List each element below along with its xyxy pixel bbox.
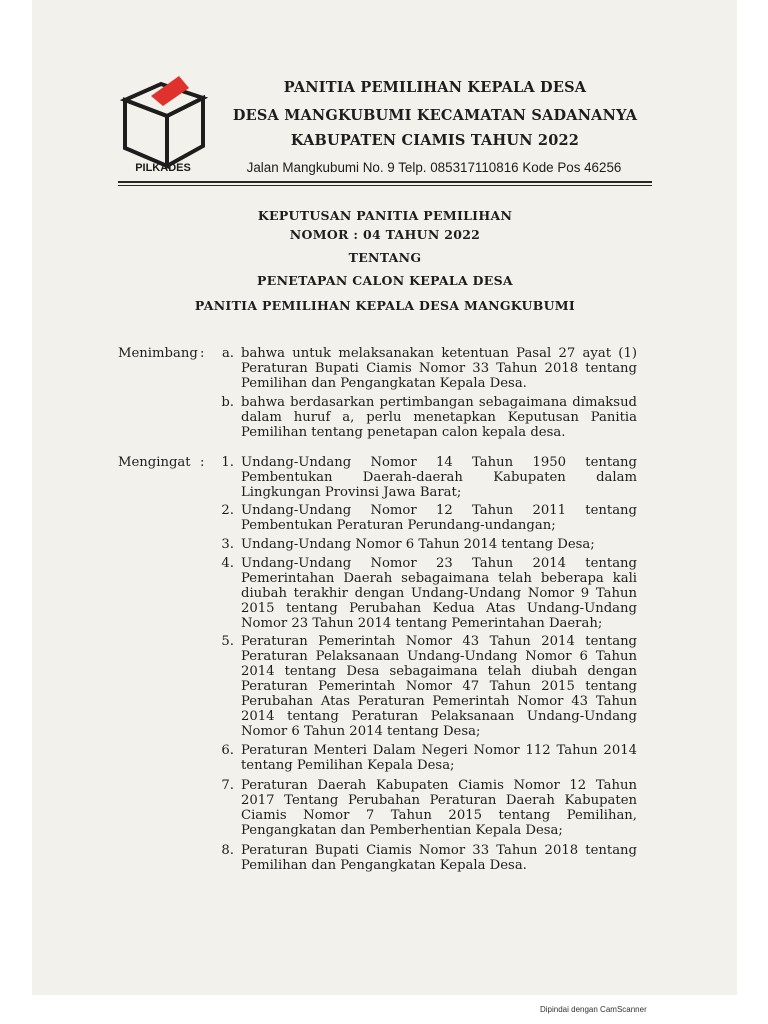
section-colon: : — [200, 346, 205, 361]
section-label-mengingat: Mengingat — [118, 455, 191, 470]
decree-subject-1: PENETAPAN CALON KEPALA DESA — [257, 273, 513, 288]
list-item: bahwa berdasarkan pertimbangan sebagaimana dimaksud dalam huruf a, perlu menetapkan Keputusan Panitia Pemilihan tentang penetapan calon kepala desa. — [241, 395, 637, 440]
list-item: Undang-Undang Nomor 23 Tahun 2014 tentang Pemerintahan Daerah sebagaimana telah beberapa kali diubah terakhir dengan Undang-Undang Nomor 9 Tahun 2015 tentang Perubahan Kedua Atas Undang-Undang Nomor 23 Tahun 2014 tentang Pemerintahan Daerah; — [241, 556, 637, 631]
list-item-mark: 6. — [221, 743, 234, 758]
list-item: Undang-Undang Nomor 12 Tahun 2011 tentang Pembentukan Peraturan Perundang-undangan; — [241, 503, 637, 533]
decree-about: TENTANG — [348, 250, 422, 265]
header-address: Jalan Mangkubumi No. 9 Telp. 085317110816 Kode Pos 46256 — [246, 160, 622, 175]
list-item-mark: 3. — [221, 537, 234, 552]
list-item-mark: 1. — [221, 455, 234, 470]
list-item: bahwa untuk melaksanakan ketentuan Pasal 27 ayat (1) Peraturan Bupati Ciamis Nomor 33 Tahun 2018 tentang Pemilihan dan Pengangkatan Kepala Desa. — [241, 346, 637, 391]
scanner-footer: Dipindai dengan CamScanner — [540, 1005, 647, 1014]
section-label-menimbang: Menimbang — [118, 346, 198, 361]
letterhead-rule — [118, 181, 652, 183]
decree-number: NOMOR : 04 TAHUN 2022 — [289, 227, 481, 242]
list-item: Peraturan Bupati Ciamis Nomor 33 Tahun 2018 tentang Pemilihan dan Pengangkatan Kepala Desa. — [241, 843, 637, 873]
list-item: Peraturan Menteri Dalam Negeri Nomor 112 Tahun 2014 tentang Pemilihan Kepala Desa; — [241, 743, 637, 773]
decree-subject-2: PANITIA PEMILIHAN KEPALA DESA MANGKUBUMI — [194, 298, 576, 313]
list-item: Undang-Undang Nomor 14 Tahun 1950 tentang Pembentukan Daerah-daerah Kabupaten dalam Lingkungan Provinsi Jawa Barat; — [241, 455, 637, 500]
list-item: Peraturan Daerah Kabupaten Ciamis Nomor 12 Tahun 2017 Tentang Perubahan Peraturan Daerah Kabupaten Ciamis Nomor 7 Tahun 2015 tentang Pemilihan, Pengangkatan dan Pemberhentian Kepala Desa; — [241, 778, 637, 838]
list-item-mark: 2. — [221, 503, 234, 518]
header-line-2: DESA MANGKUBUMI KECAMATAN SADANANYA — [232, 107, 638, 124]
ballot-box-logo — [117, 70, 211, 174]
header-line-1: PANITIA PEMILIHAN KEPALA DESA — [283, 79, 587, 96]
list-item-mark: 7. — [221, 778, 234, 793]
section-colon: : — [200, 455, 205, 470]
list-item: Undang-Undang Nomor 6 Tahun 2014 tentang Desa; — [241, 537, 595, 552]
list-item: Peraturan Pemerintah Nomor 43 Tahun 2014 tentang Peraturan Pelaksanaan Undang-Undang Nomor 6 Tahun 2014 tentang Desa sebagaimana telah diubah dengan Peraturan Pemerintah Nomor 47 Tahun 2015 tentang Perubahan Atas Peraturan Pemerintah Nomor 43 Tahun 2014 tentang Peraturan Pelaksanaan Undang-Undang Nomor 6 Tahun 2014 tentang Desa; — [241, 634, 637, 739]
list-item-mark: b. — [221, 395, 234, 410]
letterhead-rule-thin — [118, 185, 652, 186]
list-item-mark: 4. — [221, 556, 234, 571]
list-item-mark: 5. — [221, 634, 234, 649]
list-item-mark: 8. — [221, 843, 234, 858]
header-line-3: KABUPATEN CIAMIS TAHUN 2022 — [290, 132, 580, 149]
list-item-mark: a. — [221, 346, 234, 361]
logo-label: PILKADES — [135, 162, 191, 174]
decree-title: KEPUTUSAN PANITIA PEMILIHAN — [257, 208, 513, 223]
